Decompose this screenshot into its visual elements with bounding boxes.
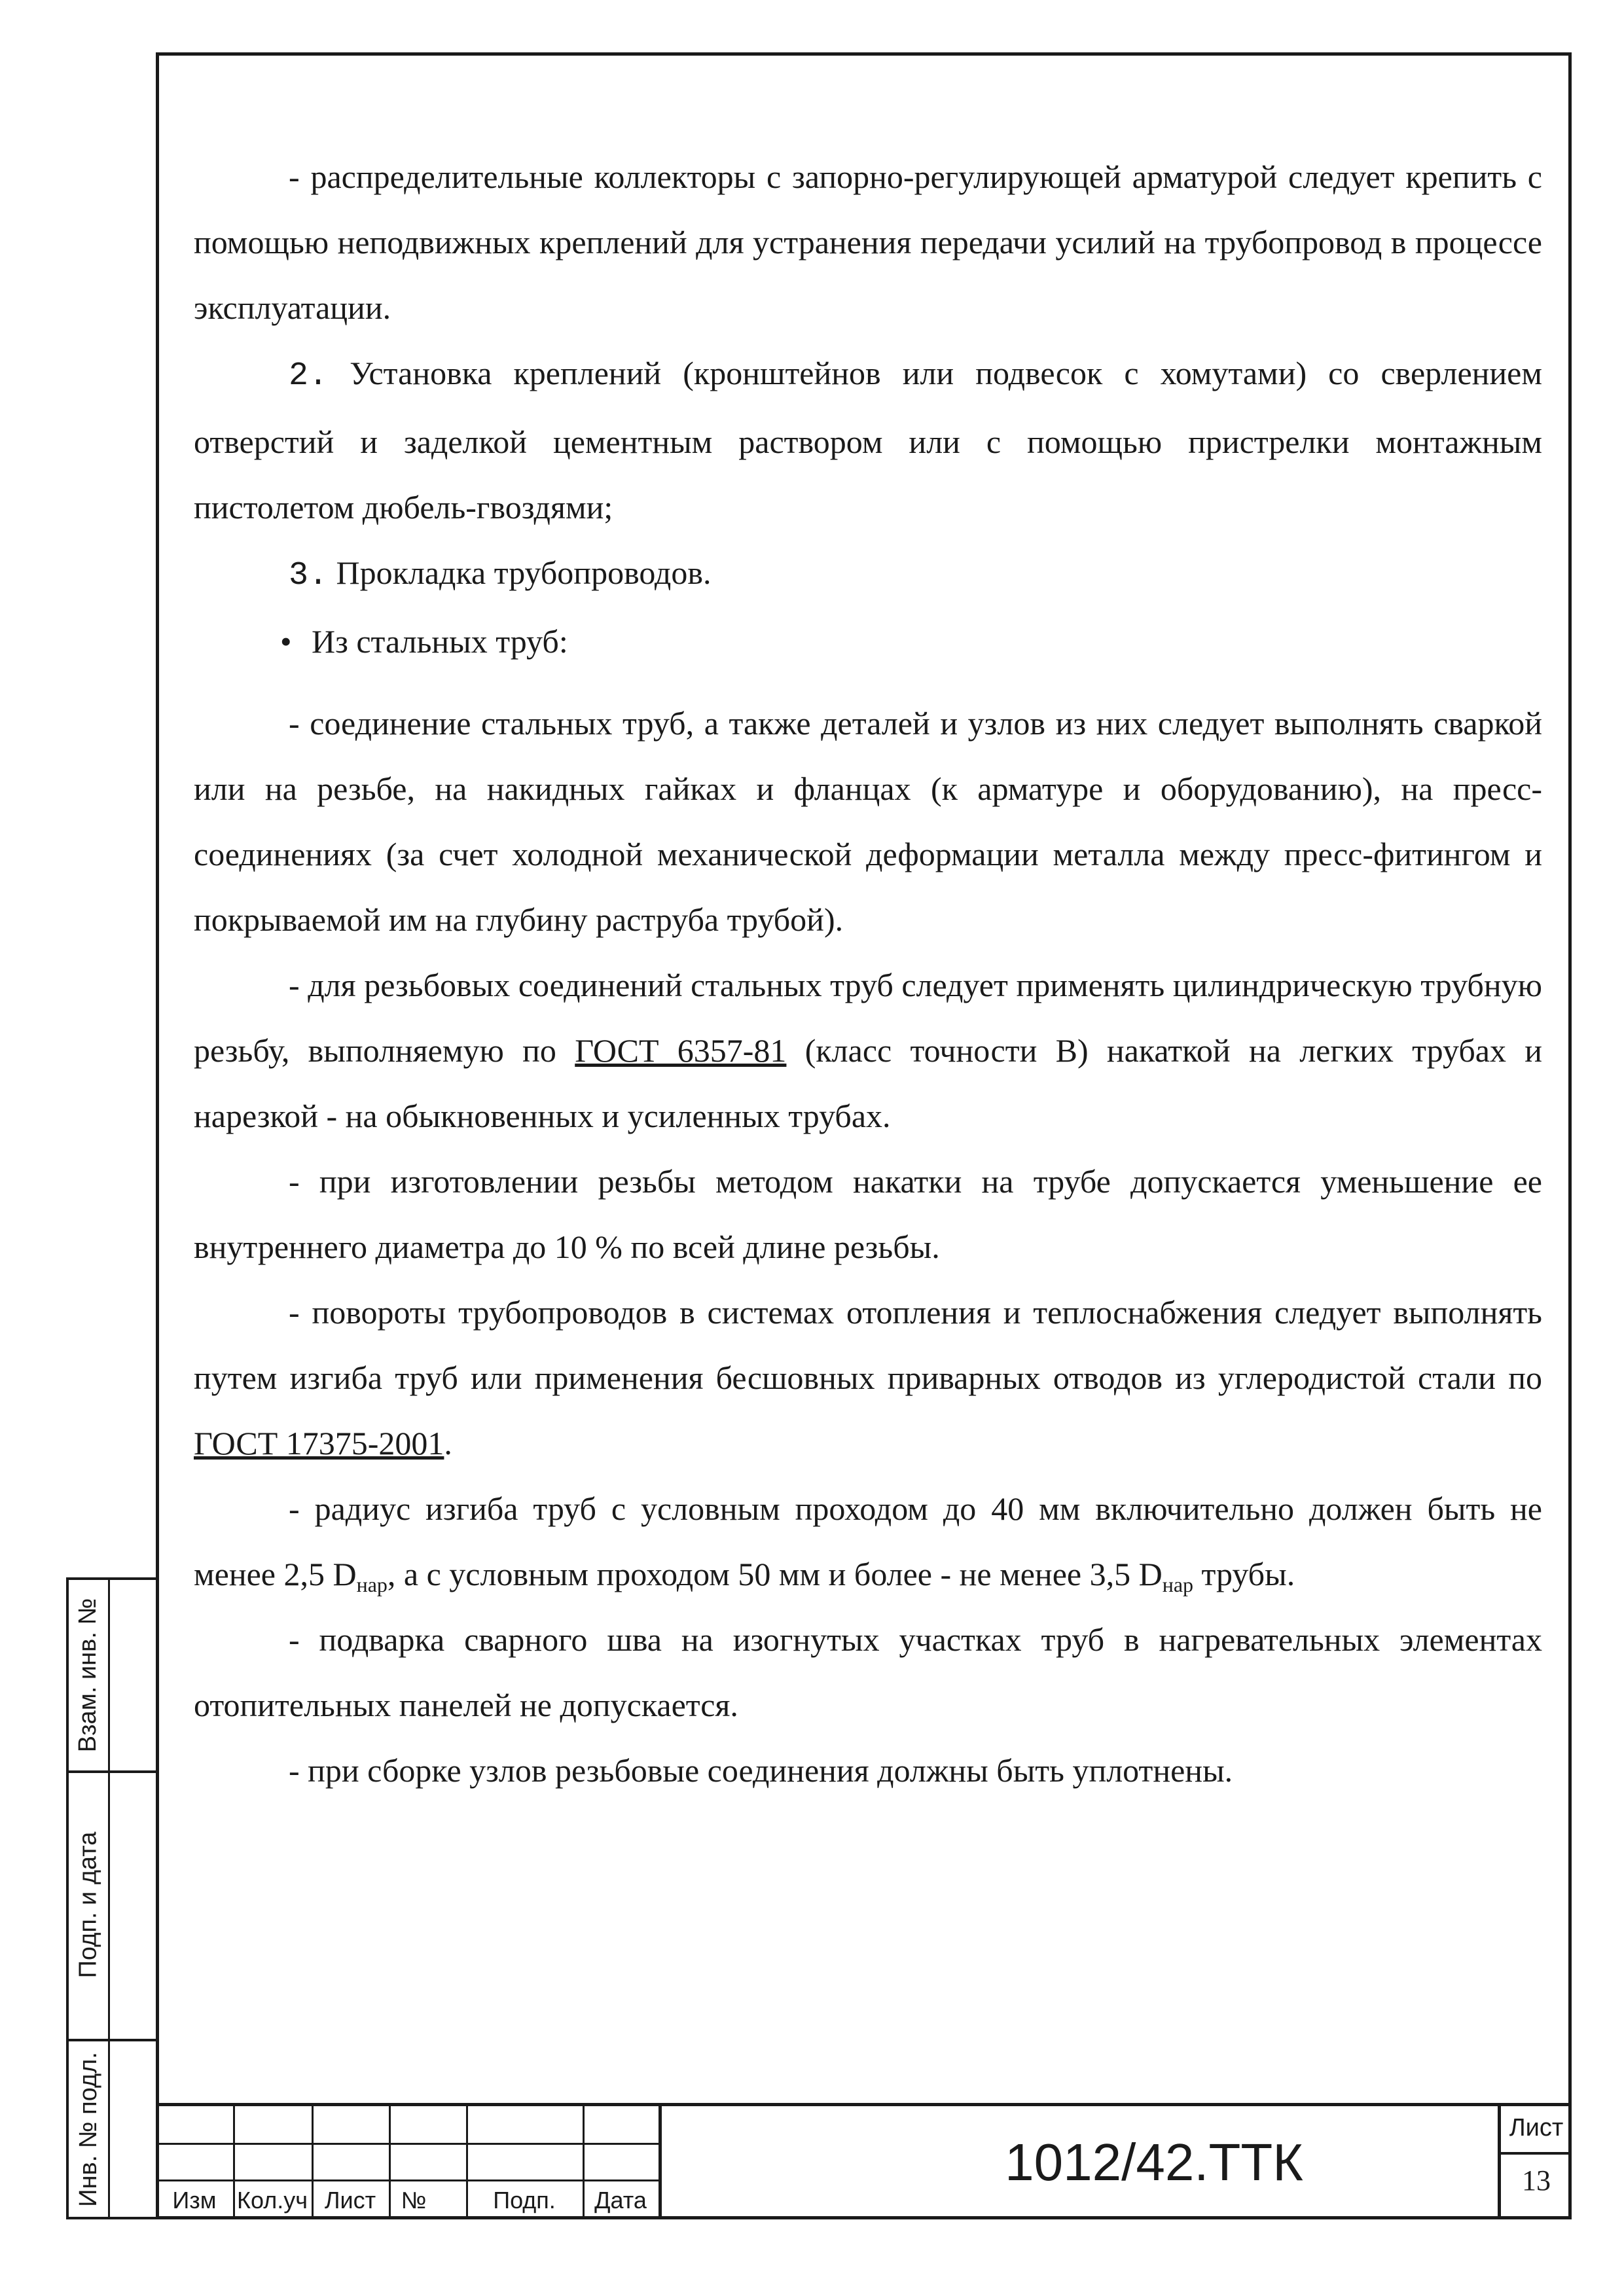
revision-grid	[156, 2106, 659, 2219]
label-sheet: Лист	[324, 2187, 376, 2214]
bullet-icon: •	[280, 623, 292, 660]
text-run: - для резьбовых соединений стальных труб следует применять цилиндрическую трубную резьбу, выполняемую по	[194, 967, 1542, 1069]
title-block	[156, 2103, 1572, 2219]
document-code: 1012/42.ТТК	[1005, 2133, 1303, 2191]
text-run: трубы.	[1193, 1556, 1295, 1592]
paragraph-collectors: - распределительные коллекторы с запорно-регулирующей арматурой следует крепить с помощью неподвижных креплений для устранения передачи усилий на трубопровод в процессе эксплуатации.	[194, 158, 1542, 326]
side-label-replacement-inv: Взам. инв. №	[74, 1598, 102, 1753]
sheet-label: Лист	[1509, 2114, 1564, 2142]
list-item-2	[194, 340, 1542, 540]
text-run: , а с условным проходом 50 мм и более - не менее 3,5 D	[387, 1556, 1163, 1592]
text-run: - повороты трубопроводов в системах отопления и теплоснабжения следует выполнять путем изгиба труб или применения бесшовных приварных отводов из углеродистой стали по	[194, 1294, 1542, 1396]
text-run: - радиус изгиба труб с условным проходом до 40 мм включительно должен быть не менее 2,5 D	[194, 1490, 1542, 1592]
sheet-box-rule	[1501, 2152, 1572, 2155]
paragraph-bend-radius	[194, 1476, 1542, 1607]
label-change: Изм	[172, 2187, 217, 2214]
text-run: (класс точности В) накаткой на легких трубах и нарезкой - на обыкновенных и усиленных трубах.	[194, 1032, 1543, 1134]
paragraph-knurling: - при изготовлении резьбы методом накатки на трубе допускается уменьшение ее внутреннего диаметра до 10 % по всей длине резьбы.	[194, 1163, 1542, 1265]
side-label-signature-date: Подп. и дата	[74, 1831, 102, 1978]
text-run: .	[444, 1425, 452, 1462]
sheet-number-box	[1498, 2106, 1572, 2219]
paragraph-thread-sealing: - при сборке узлов резьбовые соединения должны быть уплотнены.	[289, 1752, 1233, 1789]
bullet-item-steel-pipes	[194, 609, 1542, 674]
label-doc-number: №	[401, 2187, 427, 2214]
gost-link[interactable]: ГОСТ 6357-81	[575, 1032, 787, 1069]
bullet-text: Из стальных труб:	[312, 623, 568, 660]
subscript: нар	[1162, 1573, 1194, 1596]
paragraph-thread-type	[194, 952, 1542, 1149]
sheet-number: 13	[1522, 2164, 1551, 2197]
subscript: нар	[356, 1573, 388, 1596]
label-date: Дата	[594, 2187, 647, 2214]
paragraph-weld-seam: - подварка сварного шва на изогнутых участках труб в нагревательных элементах отопительных панелей не допускается.	[194, 1621, 1542, 1723]
document-body	[194, 144, 1542, 1803]
list-number: 3.	[289, 557, 329, 594]
list-item-text: Установка креплений (кронштейнов или подвесок с хомутами) со сверлением отверстий и заделкой цементным раствором или с помощью пристрелки монтажным пистолетом дюбель-гвоздями;	[194, 355, 1542, 526]
list-item-text: Прокладка трубопроводов.	[328, 554, 712, 591]
side-label-original-inv: Инв. № подл.	[74, 2051, 102, 2207]
list-item-3	[194, 540, 1542, 609]
side-cell-original-inv	[69, 2039, 108, 2219]
side-stamp-divider	[108, 1580, 110, 2217]
label-quantity: Кол.уч	[237, 2187, 308, 2214]
label-signature: Подп.	[493, 2187, 556, 2214]
list-number: 2.	[289, 357, 329, 395]
side-stamp	[66, 1577, 156, 2219]
side-cell-signature-date	[69, 1770, 108, 2039]
gost-link[interactable]: ГОСТ 17375-2001	[194, 1425, 444, 1462]
paragraph-steel-joints: - соединение стальных труб, а также деталей и узлов из них следует выполнять сваркой или на резьбе, на накидных гайках и фланцах (к арматуре и оборудованию), на пресс-соединениях (за счет холодной механической деформации металла между пресс-фитингом и покрываемой им на глубину раструба трубой).	[194, 705, 1542, 938]
side-cell-replacement-inv	[69, 1580, 108, 1770]
paragraph-pipe-turns	[194, 1280, 1542, 1476]
